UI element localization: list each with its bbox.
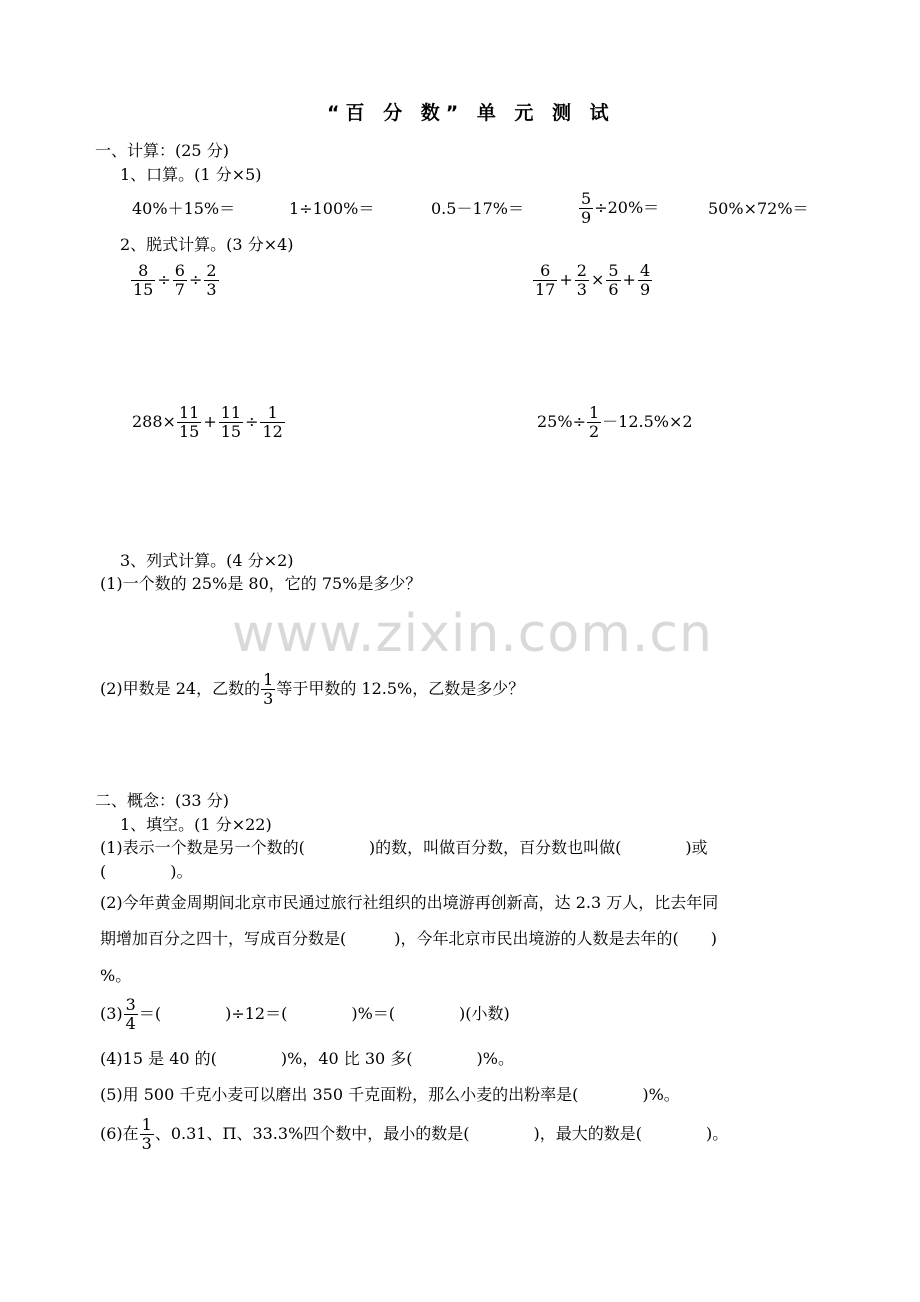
fill-line-6: (3) $\frac{3}{4}$ ＝( )÷12＝( )%＝( )(小数) [100, 995, 510, 1033]
oral-q5: 50%×72%＝ [708, 199, 809, 218]
oral-q2: 1÷100%＝ [289, 199, 375, 218]
section-heading: 二、概念：(33 分) [95, 791, 229, 810]
oral-q4: $\frac{5}{9}$ ÷20%＝ [581, 189, 660, 227]
fill-line-9: (6)在 $\frac{1}{3}$ 、0.31、Π、33.3%四个数中，最小的数是( )，最大的数是( )。 [100, 1115, 729, 1153]
subsection-heading: 1、填空。(1 分×22) [120, 815, 272, 834]
expression-3: 288× $\frac{11}{15}$ + $\frac{11}{15}$ ÷ $\frac{1}{12}$ [132, 403, 283, 441]
fill-line-3: (2)今年黄金周期间北京市民通过旅行社组织的出境游再创新高，达 2.3 万人，比去年同 [100, 893, 719, 912]
fill-line-7: (4)15 是 40 的( )%，40 比 30 多( )%。 [100, 1049, 514, 1068]
page-title: “百 分 数” 单 元 测 试 [327, 102, 615, 124]
subsection-heading: 3、列式计算。(4 分×2) [120, 551, 294, 570]
word-problem-1: (1)一个数的 25%是 80，它的 75%是多少？ [100, 574, 422, 593]
fill-line-4: 期增加百分之四十，写成百分数是( )，今年北京市民出境游的人数是去年的( ) [100, 929, 717, 948]
section-heading: 一、计算：(25 分) [95, 141, 229, 160]
fraction: $\frac{5}{9}$ [581, 189, 592, 227]
expression-4: 25%÷ $\frac{1}{2}$ －12.5%×2 [537, 403, 693, 441]
oral-q1: 40%＋15%＝ [132, 199, 236, 218]
subsection-heading: 2、脱式计算。(3 分×4) [120, 235, 294, 254]
fill-line-5: %。 [100, 966, 132, 985]
fill-line-8: (5)用 500 千克小麦可以磨出 350 千克面粉，那么小麦的出粉率是( )%。 [100, 1085, 680, 1104]
subsection-heading: 1、口算。(1 分×5) [120, 165, 262, 184]
fill-line-2: ( )。 [100, 862, 193, 881]
expression-2: $\frac{6}{17}$ + $\frac{2}{3}$ × $\frac{5}{6}$ + $\frac{4}{9}$ [535, 261, 651, 299]
watermark: www.zixin.com.cn [232, 604, 713, 664]
expression-1: $\frac{8}{15}$ ÷ $\frac{6}{7}$ ÷ $\frac{2}{3}$ [133, 261, 217, 299]
fill-line-1: (1)表示一个数是另一个数的( )的数，叫做百分数，百分数也叫做( )或 [100, 838, 708, 857]
word-problem-2: (2)甲数是 24，乙数的 $\frac{1}{3}$ 等于甲数的 12.5%，乙数是多少？ [100, 670, 525, 708]
oral-q3: 0.5－17%＝ [431, 199, 525, 218]
